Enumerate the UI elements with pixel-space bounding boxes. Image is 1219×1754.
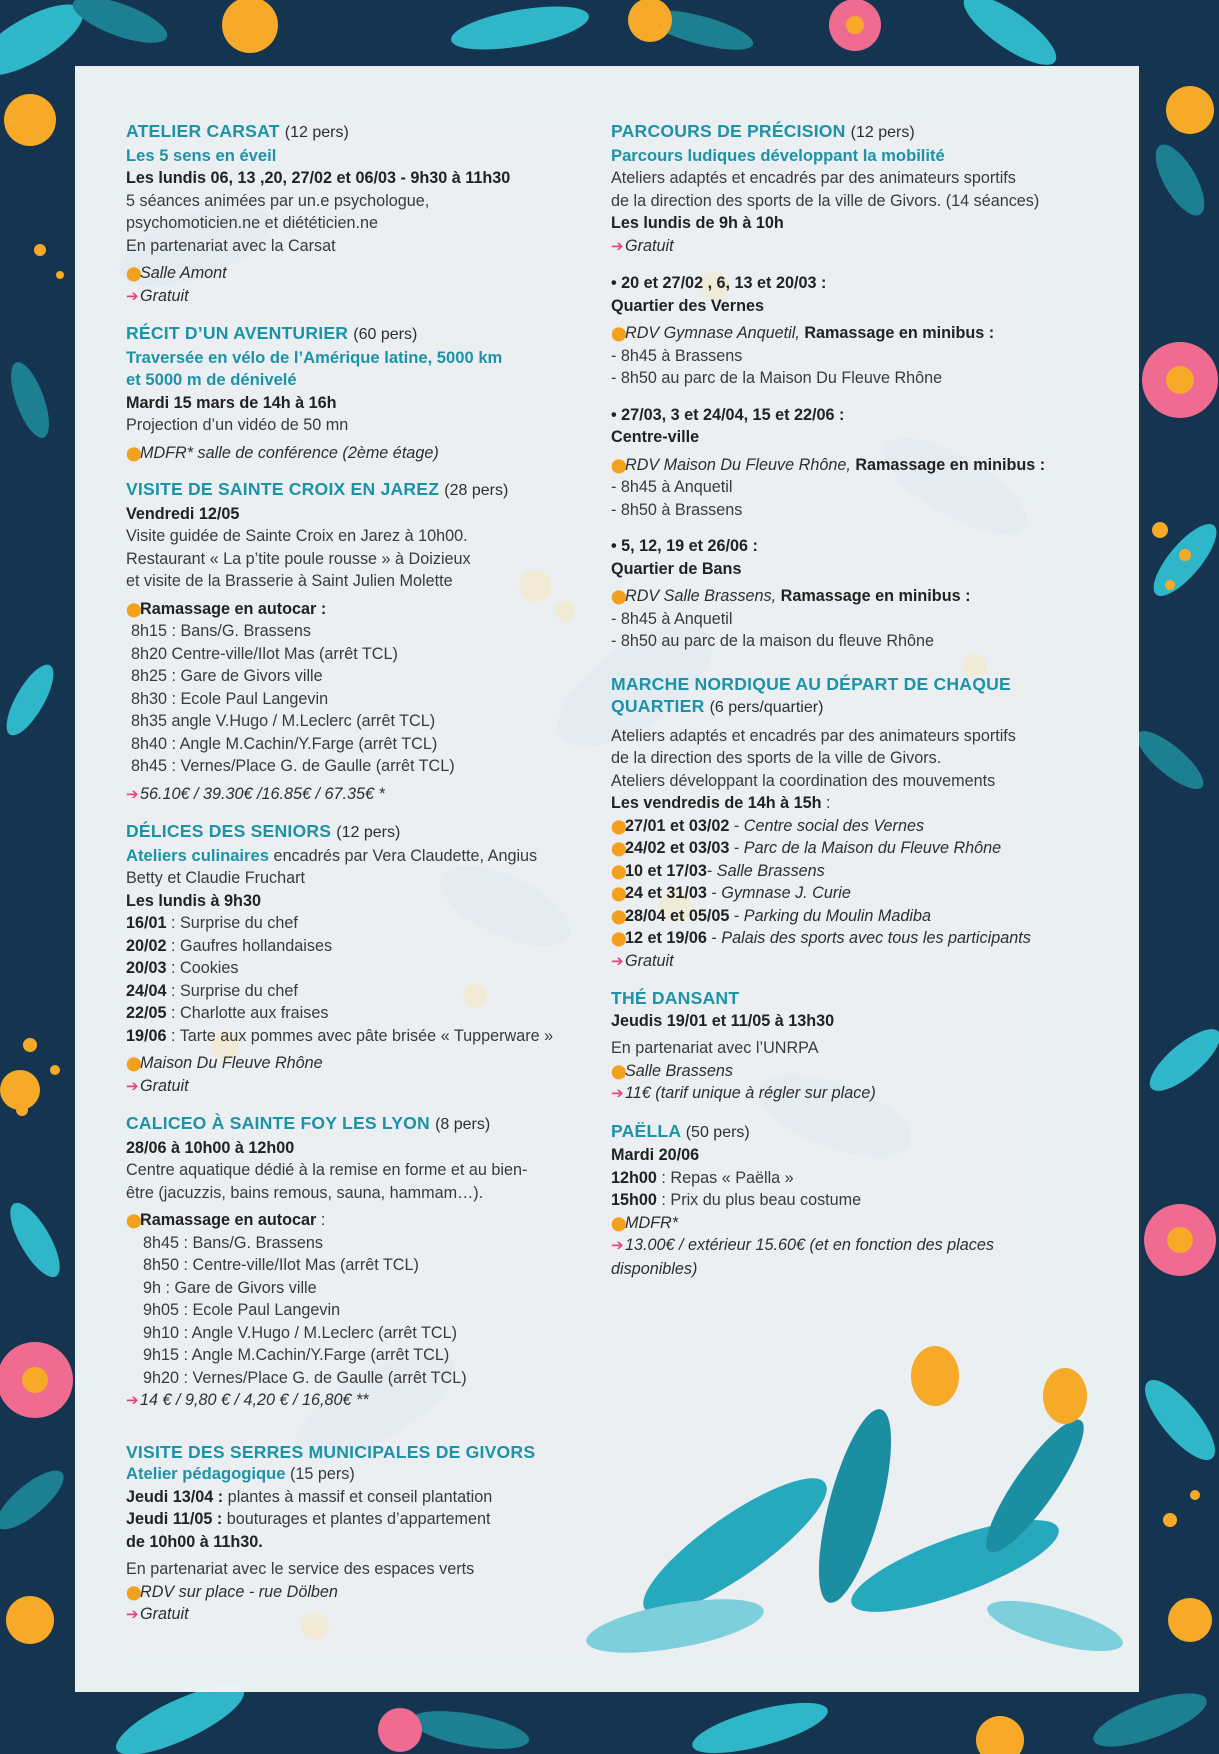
group-area: Quartier des Vernes	[611, 296, 764, 315]
group-rdv: ⬤RDV Maison Du Fleuve Rhône, Ramassage en minibus :	[611, 454, 1091, 477]
section-subtitle: Traversée en vélo de l’Amérique latine, 5000 km	[126, 347, 503, 367]
description-line: Ateliers développant la coordination des mouvements	[611, 771, 996, 790]
location-pin-icon: ⬤	[126, 600, 142, 617]
section-subtitle: et 5000 m de dénivelé	[126, 370, 297, 389]
section-delices-seniors	[126, 820, 606, 1098]
description-line: Visite guidée de Sainte Croix en Jarez à 10h00.	[126, 527, 468, 545]
pickup-stop: 8h20 Centre-ville/Ilot Mas (arrêt TCL)	[131, 644, 398, 663]
section-title: RÉCIT D’UN AVENTURIER (60 pers)	[126, 323, 418, 343]
pickup-stop: 8h40 : Angle M.Cachin/Y.Farge (arrêt TCL)	[131, 734, 438, 753]
location-pin-icon: ⬤	[611, 907, 627, 924]
group-dates: • 20 et 27/02 , 6, 13 et 20/03 :	[611, 274, 827, 292]
arrow-right-icon: ➔	[126, 1392, 139, 1409]
section-recit-aventurier	[126, 322, 606, 464]
group-area: Quartier de Bans	[611, 559, 742, 578]
description-line: 5 séances animées par un.e psychologue,	[126, 191, 430, 210]
group-rdv: ⬤RDV Salle Brassens, Ramassage en minibus :	[611, 585, 1091, 608]
parcours-group-vernes	[611, 272, 1091, 390]
section-subtitle: Les 5 sens en éveil	[126, 145, 277, 165]
section-subtitle: Atelier pédagogique (15 pers)	[126, 1464, 355, 1483]
location: ⬤RDV sur place - rue Dölben	[126, 1581, 606, 1604]
section-parcours-precision	[611, 120, 1091, 653]
menu-item: 16/01 : Surprise du chef	[126, 914, 298, 932]
section-paella	[611, 1120, 1091, 1281]
location-pin-icon: ⬤	[611, 1214, 627, 1231]
price: ➔Gratuit	[126, 285, 606, 309]
description-line: Restaurant « La p’tite poule rousse » à Doizieux	[126, 549, 471, 568]
schedule-line: Jeudi 11/05 : bouturages et plantes d’appartement	[126, 1510, 491, 1528]
location-pin-icon: ⬤	[611, 885, 627, 901]
price: ➔14 € / 9,80 € / 4,20 € / 16,80€ **	[126, 1389, 606, 1413]
location-pin-icon: ⬤	[611, 862, 627, 879]
section-title: CALICEO À SAINTE FOY LES LYON (8 pers)	[126, 1113, 491, 1133]
pickup-stop: 9h15 : Angle M.Cachin/Y.Farge (arrêt TCL)	[143, 1346, 450, 1364]
location-pin-icon: ⬤	[611, 1062, 627, 1079]
walk-session: ⬤12 et 19/06 - Palais des sports avec tous les participants	[611, 927, 1091, 950]
pickup-stop: - 8h45 à Anquetil	[611, 609, 733, 628]
location-pin-icon: ⬤	[611, 930, 627, 946]
location: ⬤Maison Du Fleuve Rhône	[126, 1052, 606, 1075]
price: ➔Gratuit	[611, 950, 1091, 974]
section-marche-nordique	[611, 673, 1091, 974]
walk-session: ⬤24 et 31/03 - Gymnase J. Curie	[611, 882, 1091, 905]
price: ➔Gratuit	[126, 1603, 606, 1627]
schedule: Les lundis à 9h30	[126, 891, 261, 910]
schedule-time: de 10h00 à 11h30.	[126, 1532, 263, 1551]
pickup-stop: - 8h45 à Anquetil	[611, 478, 733, 496]
price: ➔13.00€ / extérieur 15.60€ (et en fonction des places	[611, 1234, 1091, 1258]
pickup-stop: 9h10 : Angle V.Hugo / M.Leclerc (arrêt TCL)	[143, 1323, 458, 1342]
description-line: Projection d’un vidéo de 50 mn	[126, 416, 349, 434]
location-pin-icon: ⬤	[126, 1055, 142, 1071]
schedule-line: 15h00 : Prix du plus beau costume	[611, 1191, 862, 1209]
location-pin-icon: ⬤	[611, 840, 627, 856]
pickup-stop: - 8h45 à Brassens	[611, 346, 743, 365]
description-line: Ateliers adaptés et encadrés par des animateurs sportifs	[611, 169, 1016, 187]
schedule: Mardi 20/06	[611, 1146, 700, 1164]
arrow-right-icon: ➔	[126, 1077, 139, 1095]
group-area: Centre-ville	[611, 428, 700, 446]
walk-session: ⬤10 et 17/03- Salle Brassens	[611, 860, 1091, 883]
location-pin-icon: ⬤	[611, 325, 627, 341]
section-title: MARCHE NORDIQUE AU DÉPART DE CHAQUE	[611, 673, 1011, 694]
arrow-right-icon: ➔	[126, 785, 139, 803]
group-dates: • 5, 12, 19 et 26/06 :	[611, 537, 758, 555]
arrow-right-icon: ➔	[611, 237, 624, 255]
pickup-heading: ⬤Ramassage en autocar :	[126, 1209, 606, 1232]
price: ➔56.10€ / 39.30€ /16.85€ / 67.35€ *	[126, 783, 606, 807]
section-title: DÉLICES DES SENIORS (12 pers)	[126, 821, 401, 841]
walk-session: ⬤24/02 et 03/03 - Parc de la Maison du Fleuve Rhône	[611, 837, 1091, 860]
location: ⬤MDFR*	[611, 1212, 1091, 1235]
arrow-right-icon: ➔	[611, 1085, 624, 1102]
location-pin-icon: ⬤	[126, 1212, 142, 1228]
menu-item: 22/05 : Charlotte aux fraises	[126, 1004, 329, 1022]
arrow-right-icon: ➔	[611, 1237, 624, 1254]
price: ➔Gratuit	[126, 1075, 606, 1099]
pickup-heading: ⬤Ramassage en autocar :	[126, 598, 606, 621]
section-title: QUARTIER (6 pers/quartier)	[611, 696, 824, 716]
description-line: de la direction des sports de la ville de Givors. (14 séances)	[611, 191, 1040, 210]
pickup-stop: - 8h50 au parc de la Maison Du Fleuve Rhône	[611, 369, 943, 387]
right-column	[611, 120, 1091, 1294]
description-line: de la direction des sports de la ville de Givors.	[611, 749, 942, 767]
description-line: Betty et Claudie Fruchart	[126, 869, 306, 887]
schedule: Vendredi 12/05	[126, 504, 240, 523]
schedule: Les lundis 06, 13 ,20, 27/02 et 06/03 - 9h30 à 11h30	[126, 169, 511, 187]
section-title: ATELIER CARSAT (12 pers)	[126, 121, 349, 141]
walk-session: ⬤27/01 et 03/02 - Centre social des Vernes	[611, 815, 1091, 838]
section-title: PAËLLA (50 pers)	[611, 1120, 750, 1141]
pickup-stop: 8h45 : Vernes/Place G. de Gaulle (arrêt TCL)	[131, 757, 455, 775]
section-title: VISITE DE SAINTE CROIX EN JAREZ (28 pers)	[126, 479, 509, 499]
schedule: Mardi 15 mars de 14h à 16h	[126, 393, 337, 412]
pickup-stop: 8h35 angle V.Hugo / M.Leclerc (arrêt TCL)	[131, 712, 436, 730]
section-visite-sainte-croix	[126, 478, 606, 806]
group-rdv: ⬤RDV Gymnase Anquetil, Ramassage en minibus :	[611, 322, 1091, 345]
price: ➔Gratuit	[611, 235, 1091, 259]
section-caliceo	[126, 1112, 606, 1413]
pickup-stop: 9h : Gare de Givors ville	[143, 1278, 317, 1297]
pickup-stop: 8h45 : Bans/G. Brassens	[143, 1233, 323, 1252]
left-column	[126, 120, 606, 1641]
section-title: PARCOURS DE PRÉCISION (12 pers)	[611, 121, 915, 141]
location: ⬤MDFR* salle de conférence (2ème étage)	[126, 442, 606, 465]
price-continued: disponibles)	[611, 1259, 698, 1278]
pickup-stop: - 8h50 à Brassens	[611, 500, 743, 519]
pickup-stop: - 8h50 au parc de la maison du fleuve Rhône	[611, 632, 935, 650]
description-line: psychomoticien.ne et diététicien.ne	[126, 214, 378, 232]
pickup-stop: 8h25 : Gare de Givors ville	[131, 667, 323, 685]
section-subtitle: Parcours ludiques développant la mobilité	[611, 145, 945, 165]
location-pin-icon: ⬤	[126, 265, 142, 281]
pickup-stop: 9h05 : Ecole Paul Langevin	[143, 1301, 341, 1319]
section-title: THÉ DANSANT	[611, 988, 740, 1008]
section-serres-municipales	[126, 1441, 606, 1627]
location-pin-icon: ⬤	[611, 456, 627, 473]
description-line: En partenariat avec l’UNRPA	[611, 1039, 819, 1057]
section-the-dansant	[611, 987, 1091, 1106]
pickup-stop: 8h30 : Ecole Paul Langevin	[131, 689, 329, 708]
location-pin-icon: ⬤	[126, 1583, 142, 1600]
pickup-stop: 8h15 : Bans/G. Brassens	[131, 622, 311, 640]
location-pin-icon: ⬤	[611, 588, 627, 604]
pickup-stop: 9h20 : Vernes/Place G. de Gaulle (arrêt TCL)	[143, 1368, 467, 1387]
description-line: et visite de la Brasserie à Saint Julien Molette	[126, 572, 453, 590]
schedule: Les lundis de 9h à 10h	[611, 214, 784, 232]
section-subtitle: Ateliers culinaires encadrés par Vera Claudette, Angius	[126, 845, 538, 865]
location-pin-icon: ⬤	[126, 444, 142, 461]
price: ➔11€ (tarif unique à régler sur place)	[611, 1082, 1091, 1106]
content-panel	[75, 66, 1139, 1692]
schedule: 28/06 à 10h00 à 12h00	[126, 1138, 295, 1157]
panel-corner-leaves	[583, 1346, 1128, 1663]
schedule: Les vendredis de 14h à 15h :	[611, 794, 831, 812]
section-title: VISITE DES SERRES MUNICIPALES DE GIVORS	[126, 1441, 536, 1462]
description-line: Ateliers adaptés et encadrés par des animateurs sportifs	[611, 726, 1016, 745]
location: ⬤Salle Brassens	[611, 1060, 1091, 1083]
section-atelier-carsat	[126, 120, 606, 308]
schedule-line: 12h00 : Repas « Paëlla »	[611, 1168, 794, 1187]
menu-item: 20/02 : Gaufres hollandaises	[126, 936, 333, 955]
description-line: En partenariat avec le service des espaces verts	[126, 1560, 475, 1578]
description-line: En partenariat avec la Carsat	[126, 236, 336, 255]
arrow-right-icon: ➔	[126, 287, 139, 305]
schedule: Jeudis 19/01 et 11/05 à 13h30	[611, 1011, 835, 1030]
pickup-stop: 8h50 : Centre-ville/Ilot Mas (arrêt TCL)	[143, 1256, 419, 1274]
description-line: être (jacuzzis, bains remous, sauna, hammam…).	[126, 1183, 484, 1202]
menu-item: 20/03 : Cookies	[126, 959, 239, 977]
arrow-right-icon: ➔	[126, 1606, 139, 1623]
schedule-line: Jeudi 13/04 : plantes à massif et conseil plantation	[126, 1487, 493, 1506]
location-pin-icon: ⬤	[611, 817, 627, 834]
group-dates: • 27/03, 3 et 24/04, 15 et 22/06 :	[611, 405, 845, 424]
location: ⬤Salle Amont	[126, 262, 606, 285]
menu-item: 24/04 : Surprise du chef	[126, 981, 298, 1000]
arrow-right-icon: ➔	[611, 952, 624, 970]
menu-item: 19/06 : Tarte aux pommes avec pâte brisée « Tupperware »	[126, 1026, 554, 1045]
parcours-group-centre-ville	[611, 404, 1091, 522]
parcours-group-bans	[611, 535, 1091, 653]
walk-session: ⬤28/04 et 05/05 - Parking du Moulin Madiba	[611, 905, 1091, 928]
description-line: Centre aquatique dédié à la remise en forme et au bien-	[126, 1161, 528, 1179]
